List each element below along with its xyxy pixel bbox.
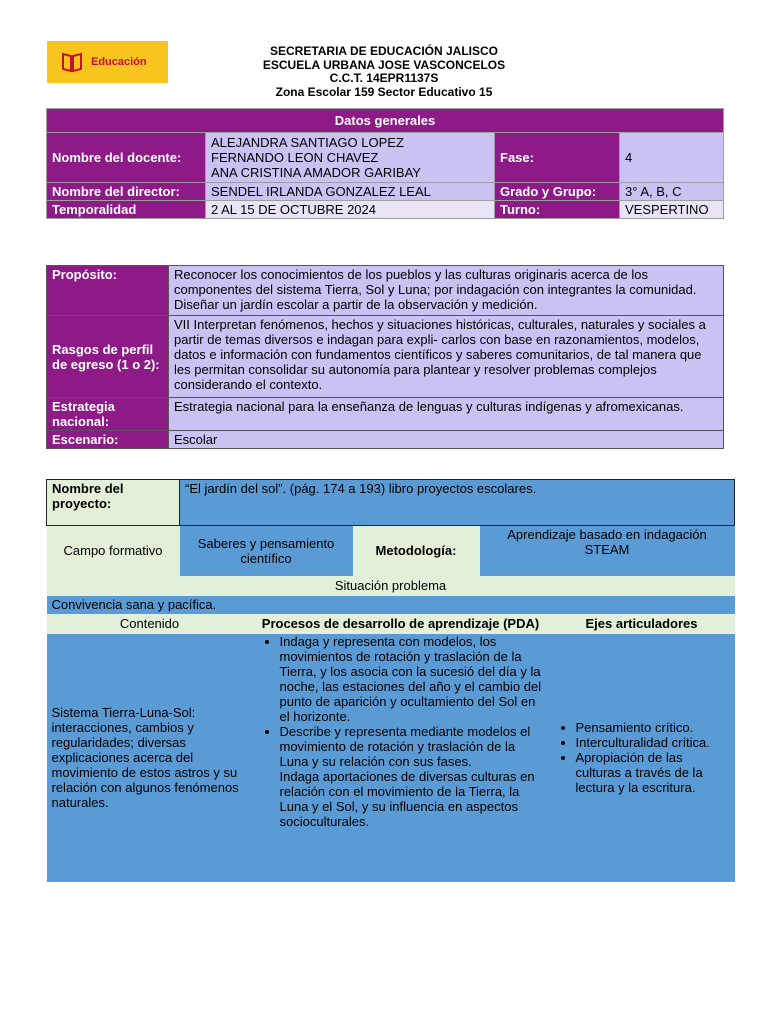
project-table bbox=[46, 479, 735, 882]
proposito-value: Reconocer los conocimientos de los pueblos y las culturas originaris acerca de los componentes del sistema Tierra, Sol y Luna; por indagación con integrantes la comunidad. Diseñar un jardín escolar a partir de la observación y medición. bbox=[169, 266, 724, 316]
escenario-label: Escenario: bbox=[47, 431, 169, 449]
metodologia-value: Aprendizaje basado en indagación STEAM bbox=[480, 526, 735, 576]
estrategia-label: Estrategia nacional: bbox=[47, 398, 169, 431]
fase-value: 4 bbox=[620, 133, 724, 183]
general-title: Datos generales bbox=[47, 109, 724, 133]
turno-value: VESPERTINO bbox=[620, 201, 724, 219]
general-data-table bbox=[46, 108, 724, 219]
eje-item: • Apropiación de las culturas a través de la lectura y la escritura. bbox=[576, 750, 731, 795]
education-logo bbox=[47, 41, 168, 83]
rasgos-value: VII Interpretan fenómenos, hechos y situaciones históricas, culturales, naturales y sociales a partir de temas diversos e indagan para expli- carlos con base en razonamientos, modelos, datos e información con fundamentos científicos y saberes comunitarios, de tal manera que les permitan consolidar su autonomía para plantear y resolver problemas complejos considerando el contexto. bbox=[169, 316, 724, 398]
campo-value: Saberes y pensamiento científico bbox=[180, 526, 353, 576]
temporalidad-label: Temporalidad bbox=[47, 201, 206, 219]
nombre-proyecto-label: Nombre del proyecto: bbox=[47, 480, 180, 526]
director-value: SENDEL IRLANDA GONZALEZ LEAL bbox=[206, 183, 495, 201]
docente-label: Nombre del docente: bbox=[47, 133, 206, 183]
header-line-3: C.C.T. 14EPR1137S bbox=[329, 71, 439, 85]
grado-value: 3° A, B, C bbox=[620, 183, 724, 201]
document-header bbox=[180, 45, 588, 99]
header-line-2: ESCUELA URBANA JOSE VASCONCELOS bbox=[262, 57, 506, 72]
situacion-label: Situación problema bbox=[47, 576, 735, 596]
situacion-value: Convivencia sana y pacífica. bbox=[47, 596, 735, 614]
eje-item: • Interculturalidad crítica. bbox=[576, 735, 731, 750]
header-line-4: Zona Escolar 159 Sector Educativo 15 bbox=[275, 84, 493, 99]
docente-name: ALEJANDRA SANTIAGO LOPEZ bbox=[211, 135, 404, 150]
metodologia-label: Metodología: bbox=[353, 526, 480, 576]
pda-list bbox=[258, 634, 544, 769]
director-label: Nombre del director: bbox=[47, 183, 206, 201]
escenario-value: Escolar bbox=[169, 431, 724, 449]
pda-cell bbox=[253, 634, 549, 882]
fase-label: Fase: bbox=[495, 133, 620, 183]
logo-text: Educación bbox=[91, 56, 147, 68]
nombre-proyecto-value: “El jardín del sol”. (pág. 174 a 193) libro proyectos escolares. bbox=[180, 480, 735, 526]
pda-extra: Indaga aportaciones de diversas culturas en relación con el movimiento de la Tierra, la Luna y el Sol, y su influencia en aspectos socioculturales. bbox=[279, 768, 535, 829]
details-table bbox=[46, 265, 724, 449]
ejes-cell bbox=[549, 634, 735, 882]
temporalidad-value: 2 AL 15 DE OCTUBRE 2024 bbox=[206, 201, 495, 219]
ejes-label: Ejes articuladores bbox=[549, 614, 735, 634]
pda-label: Procesos de desarrollo de aprendizaje (PDA) bbox=[253, 614, 549, 634]
docente-name: FERNANDO LEON CHAVEZ bbox=[211, 150, 379, 165]
proposito-label: Propósito: bbox=[47, 266, 169, 316]
contenido-value: Sistema Tierra-Luna-Sol: interacciones, cambios y regularidades; diversas explicaciones acerca del movimiento de estos astros y su relación con algunos fenómenos naturales. bbox=[47, 634, 253, 882]
turno-label: Turno: bbox=[495, 201, 620, 219]
eje-item: • Pensamiento crítico. bbox=[576, 720, 731, 735]
campo-label: Campo formativo bbox=[47, 526, 180, 576]
estrategia-value: Estrategia nacional para la enseñanza de lenguas y culturas indígenas y afromexicanas. bbox=[169, 398, 724, 431]
docente-names bbox=[206, 133, 495, 183]
book-icon bbox=[61, 51, 83, 73]
rasgos-label: Rasgos de perfil de egreso (1 o 2): bbox=[47, 316, 169, 398]
contenido-label: Contenido bbox=[47, 614, 253, 634]
grado-label: Grado y Grupo: bbox=[495, 183, 620, 201]
header-line-1: SECRETARIA DE EDUCACIÓN JALISCO bbox=[269, 44, 499, 58]
pda-item: • Describe y representa mediante modelos el movimiento de rotación y traslación de la Luna y su relación con sus fases. bbox=[280, 724, 544, 769]
docente-name: ANA CRISTINA AMADOR GARIBAY bbox=[211, 165, 421, 180]
ejes-list bbox=[554, 720, 731, 795]
pda-item: • Indaga y representa con modelos, los movimientos de rotación y traslación de la Tierra, y los asocia con la sucesió del día y la noche, las estaciones del año y el cambio del punto de aparición y ocultamiento del Sol en el horizonte. bbox=[280, 634, 544, 724]
